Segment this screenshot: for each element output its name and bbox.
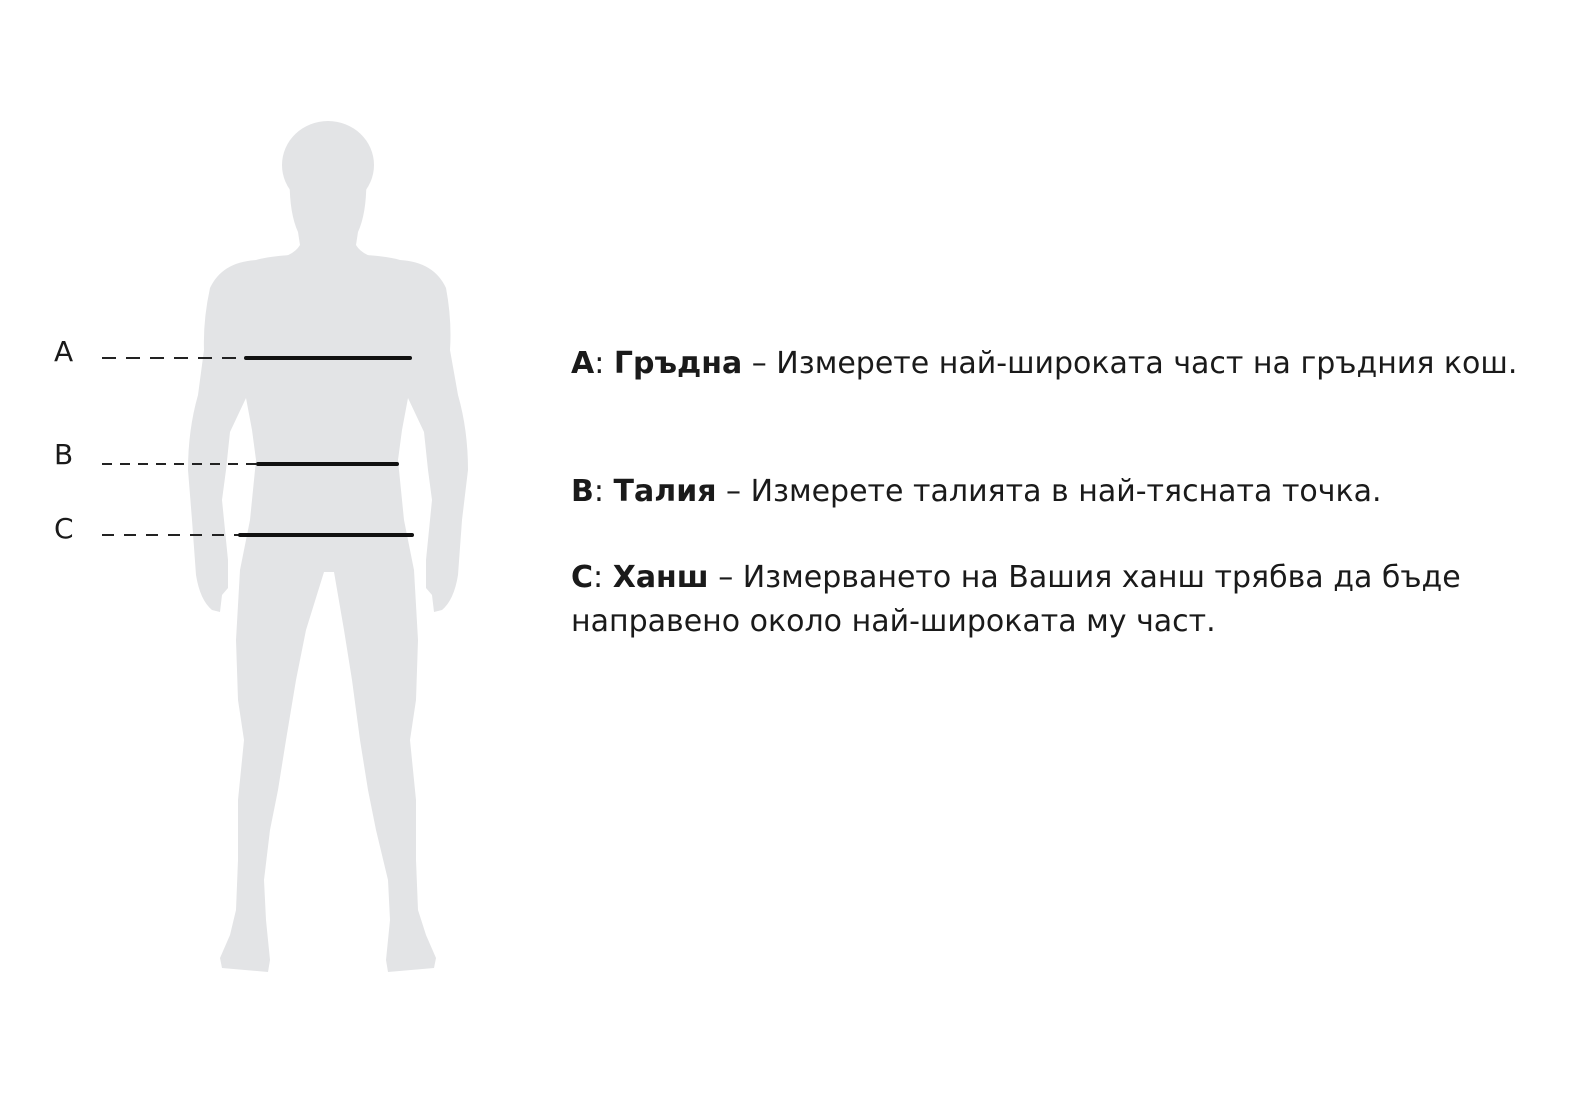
desc-name-chest: Гръдна (613, 346, 743, 381)
desc-sep-c: : (593, 560, 613, 595)
human-silhouette (188, 121, 468, 972)
marker-label-c: C (54, 512, 74, 545)
description-chest (571, 342, 1531, 386)
description-hips (571, 556, 1531, 644)
desc-text-waist: Измерете талията в най-тясната точка. (750, 474, 1382, 509)
marker-label-a: A (54, 335, 74, 368)
marker-label-b: B (54, 438, 74, 471)
desc-key-a: A (571, 346, 595, 381)
desc-dash-a: – (742, 346, 777, 381)
desc-dash-b: – (716, 474, 751, 509)
desc-name-waist: Талия (613, 474, 717, 509)
desc-sep-a: : (594, 346, 614, 381)
desc-text-chest: Измерете най-широката част на гръдния кош. (776, 346, 1518, 381)
description-waist (571, 470, 1531, 514)
desc-text-hips: Измерването на Вашия ханш трябва да бъде направено около най-широката му част. (571, 560, 1461, 639)
desc-sep-b: : (593, 474, 614, 509)
desc-dash-c: – (708, 560, 743, 595)
desc-name-hips: Ханш (612, 560, 709, 595)
desc-key-b: B (571, 474, 594, 509)
desc-key-c: C (571, 560, 594, 595)
